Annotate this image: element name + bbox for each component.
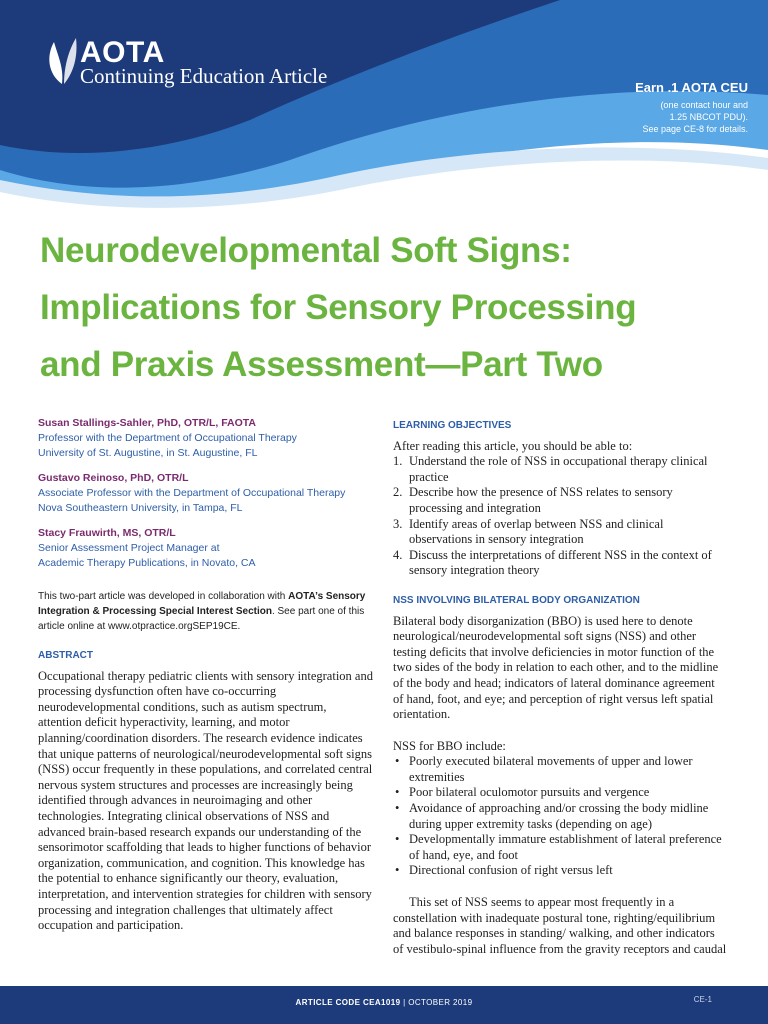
author-affiliation: Associate Professor with the Department of Occupational Therapy — [38, 487, 346, 499]
objectives-heading: LEARNING OBJECTIVES — [393, 420, 512, 431]
objectives-list — [393, 454, 728, 579]
logo-name: AOTA — [80, 36, 165, 69]
list-item: • Avoidance of approaching and/or crossing the body midline during upper extremity tasks (depending on age) — [393, 801, 728, 832]
bbo-paragraph: Bilateral body disorganization (BBO) is used here to denote neurological/neurodevelopmental soft signs (NSS) and other testing deficits that involve deficiencies in motor function of the two sides of the body in relation to each other, and to the midline of the body and head; indicators of lateral dominance agreement of hand, foot, and eye; and perception of right versus left spatial orientation. — [393, 613, 719, 722]
abstract-heading: ABSTRACT — [38, 650, 93, 661]
note-bold: AOTA’s Sensory Integration & Processing Special Interest Section — [38, 591, 366, 617]
author-3 — [38, 526, 373, 571]
list-item: 2. Describe how the presence of NSS relates to sensory processing and integration — [393, 485, 673, 515]
author-affiliation: Academic Therapy Publications, in Novato, CA — [38, 557, 256, 569]
bbo-list — [393, 754, 728, 879]
author-name: Susan Stallings-Sahler, PhD, OTR/L, FAOTA — [38, 417, 257, 429]
author-2 — [38, 471, 373, 516]
footer-info — [0, 998, 768, 1007]
footer-separator: | — [403, 998, 406, 1007]
list-item: 4. Discuss the interpretations of different NSS in the context of sensory integration theory — [393, 547, 712, 578]
ceu-title: Earn .1 AOTA CEU — [635, 80, 748, 95]
footer-bar — [0, 986, 768, 1024]
list-item: • Poorly executed bilateral movements of upper and lower extremities — [393, 754, 728, 785]
objectives-intro: After reading this article, you should be able to: — [393, 438, 633, 453]
note-text: This two-part article was developed in collaboration with — [38, 591, 289, 602]
note-text-end: . See part one of this article online at www.otpractice.orgSEP19CE. — [38, 606, 365, 632]
author-affiliation: Senior Assessment Project Manager at — [38, 542, 220, 554]
bbo-heading: NSS INVOLVING BILATERAL BODY ORGANIZATION — [393, 594, 640, 606]
leaf-logo-icon — [44, 34, 78, 86]
article-code: ARTICLE CODE CEA1019 — [295, 998, 401, 1007]
author-affiliation: Professor with the Department of Occupational Therapy — [38, 432, 297, 444]
list-item: • Developmentally immature establishment of lateral preference of hand, eye, and foot — [393, 832, 728, 863]
bbo-list-intro: NSS for BBO include: — [393, 738, 506, 753]
list-item: 1. Understand the role of NSS in occupational therapy clinical practice — [393, 454, 708, 484]
author-affiliation: Nova Southeastern University, in Tampa, FL — [38, 502, 243, 514]
title-line-1: Neurodevelopmental Soft Signs: — [40, 231, 572, 270]
list-item: 3. Identify areas of overlap between NSS and clinical observations in sensory integration — [393, 516, 664, 547]
ceu-line-3: See page CE-8 for details. — [642, 124, 748, 134]
header-banner — [0, 0, 768, 220]
title-line-2: Implications for Sensory Processing — [40, 288, 637, 327]
article-title — [40, 222, 740, 393]
left-column — [38, 416, 373, 934]
abstract-text: Occupational therapy pediatric clients with sensory integration and processing dysfunction often have co-occurring neurodevelopmental conditions, such as autism spectrum, attention deficit hyperactivity, learning, and motor planning/coordination disorders. The research evidence indicates that unique patterns of neurological/neurodevelopmental soft signs (NSS) occur frequently in these populations, and correlated central nervous system structures and processes are increasingly being identified through advances in neuroimaging and other technologies. Integrating clinical observations of NSS and advanced brain-based research expands our understanding of the sensorimotor scaffolding that leads to higher functions of behavior organization, communication, and cognition. This knowledge has the potential to enhance significantly our theory, evaluation, interpretation, and intervention strategies for children with sensory processing and integration challenges that ultimately affect occupation and participation. — [38, 668, 373, 933]
collaboration-note — [38, 589, 373, 634]
author-name: Gustavo Reinoso, PhD, OTR/L — [38, 472, 189, 484]
list-item: • Poor bilateral oculomotor pursuits and vergence — [393, 785, 728, 801]
right-column — [393, 416, 728, 957]
ceu-line-2: 1.25 NBCOT PDU). — [669, 112, 748, 122]
author-name: Stacy Frauwirth, MS, OTR/L — [38, 527, 176, 539]
ceu-box — [635, 80, 748, 135]
logo-subtitle: Continuing Education Article — [80, 64, 328, 88]
author-affiliation: University of St. Augustine, in St. Augustine, FL — [38, 447, 258, 459]
issue-date: OCTOBER 2019 — [408, 998, 473, 1007]
ceu-line-1: (one contact hour and — [660, 100, 748, 110]
bbo-paragraph-2: This set of NSS seems to appear most frequently in a constellation with inadequate postural tone, righting/equilibrium and balance responses in standing/ walking, and other indicators of vestibulo-spinal influence from the gravity receptors and caudal — [393, 895, 727, 956]
title-line-3: and Praxis Assessment—Part Two — [40, 345, 603, 384]
list-item: • Directional confusion of right versus left — [393, 863, 728, 879]
author-1 — [38, 416, 373, 461]
page-number: CE-1 — [693, 995, 712, 1004]
